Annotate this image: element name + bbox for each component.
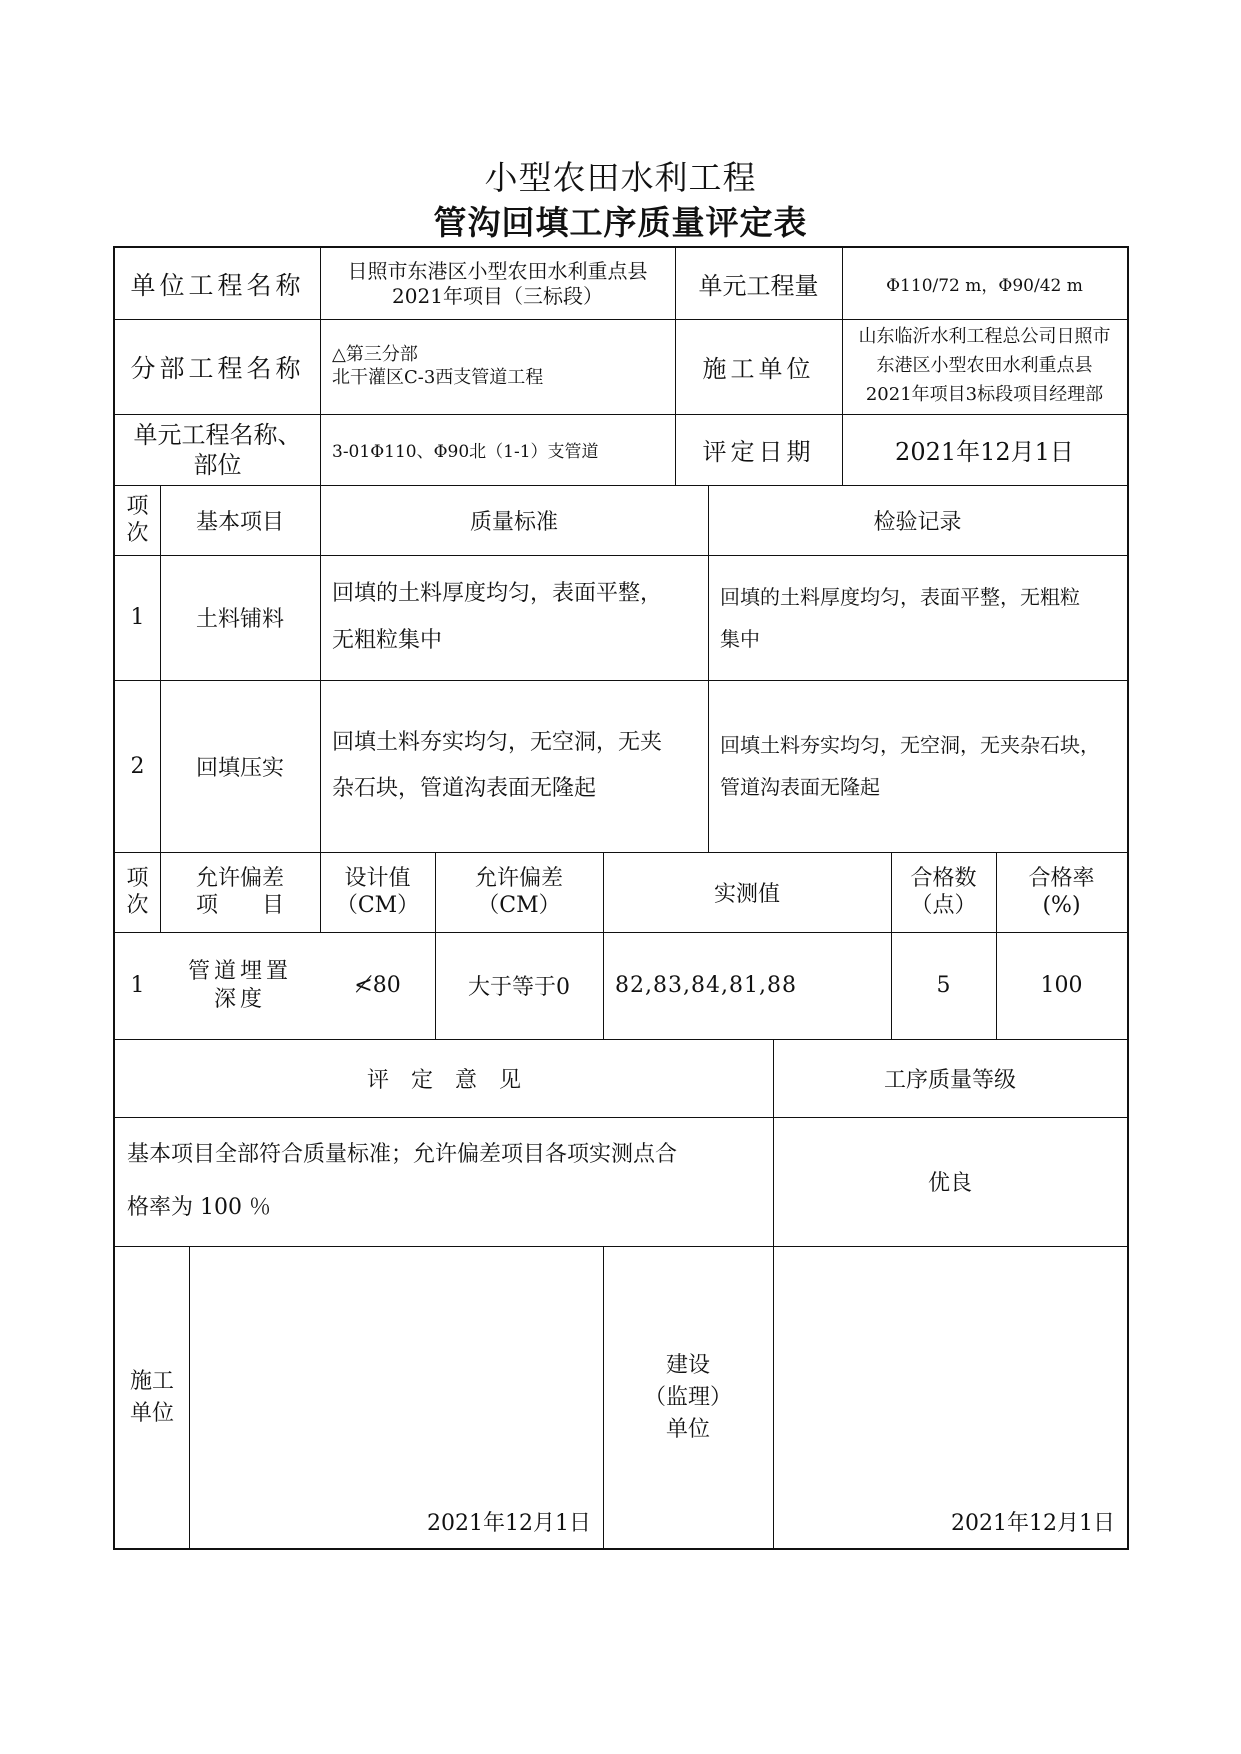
basic-col-index: 项 次 — [126, 493, 149, 546]
evaluation-form-table — [113, 246, 1129, 1550]
tol-col-item: 允许偏差 项 目 — [195, 865, 284, 918]
contractor-value: 山东临沂水利工程总公司日照市 东港区小型农田水利重点县 2021年项目3标段项目经理部 — [858, 326, 1111, 405]
tol-row-1-index: 1 — [130, 973, 145, 998]
signature-contractor-area — [189, 1246, 603, 1550]
basic-row-1-item: 土料铺料 — [195, 607, 284, 632]
element-value: 3-01Φ110、Φ90北（1-1）支管道 — [332, 442, 599, 462]
unit-quantity-value: Φ110/72 m，Φ90/42 m — [886, 276, 1083, 296]
division-label: 分部工程名称 — [130, 353, 305, 383]
grade-label: 工序质量等级 — [883, 1067, 1016, 1093]
unit-quantity-label: 单元工程量 — [698, 272, 819, 300]
unit-project-label: 单位工程名称 — [130, 270, 305, 300]
signature-owner-date: 2021年12月1日 — [951, 1511, 1115, 1536]
basic-row-2-index: 2 — [130, 753, 145, 779]
basic-col-standard: 质量标准 — [469, 509, 558, 535]
element-label: 单元工程名称、 部位 — [133, 420, 302, 479]
signature-owner-area — [773, 1246, 1127, 1550]
tol-row-1-item: 管道埋置 深度 — [187, 959, 292, 1012]
basic-row-1-standard: 回填的土料厚度均匀，表面平整， 无粗粒集中 — [332, 581, 663, 653]
tol-row-1-design: ≮80 — [354, 973, 401, 998]
basic-col-item: 基本项目 — [195, 509, 284, 535]
tol-col-tolerance: 允许偏差 （CM） — [474, 865, 563, 918]
basic-row-2-standard: 回填土料夯实均匀，无空洞，无夹 杂石块，管道沟表面无隆起 — [332, 729, 663, 801]
opinion-text: 基本项目全部符合质量标准；允许偏差项目各项实测点合 格率为 100 ％ — [127, 1141, 678, 1220]
tol-row-1-tolerance: 大于等于0 — [468, 975, 570, 1000]
tol-row-1-pass-rate: 100 — [1040, 973, 1083, 998]
basic-row-1-index: 1 — [130, 605, 145, 630]
signature-contractor-label: 施工 单位 — [129, 1369, 174, 1426]
opinion-label: 评 定 意 见 — [366, 1067, 521, 1093]
tol-row-1-pass-count: 5 — [936, 973, 951, 998]
basic-col-record: 检验记录 — [873, 509, 962, 535]
basic-row-1-record: 回填的土料厚度均匀，表面平整，无粗粒 集中 — [720, 584, 1080, 651]
tol-col-index: 项 次 — [126, 865, 149, 918]
division-value: △第三分部 北干灌区C-3西支管道工程 — [332, 344, 544, 388]
signature-owner-label: 建设 （监理） 单位 — [643, 1353, 732, 1442]
form-title-line1: 小型农田水利工程 — [484, 158, 757, 197]
basic-row-2-record: 回填土料夯实均匀，无空洞，无夹杂石块， 管道沟表面无隆起 — [720, 733, 1100, 799]
tol-col-pass-count: 合格数 （点） — [910, 865, 977, 918]
tol-row-1-measured: 82,83,84,81,88 — [615, 973, 797, 998]
form-title-line2: 管沟回填工序质量评定表 — [433, 203, 808, 242]
grade-value: 优良 — [927, 1171, 972, 1196]
tol-col-design: 设计值 （CM） — [335, 865, 420, 918]
unit-project-value: 日照市东港区小型农田水利重点县 2021年项目（三标段） — [347, 258, 648, 308]
eval-date-label: 评定日期 — [702, 438, 815, 466]
tol-col-measured: 实测值 — [713, 881, 780, 907]
eval-date-value: 2021年12月1日 — [895, 438, 1074, 466]
contractor-label: 施工单位 — [702, 355, 815, 383]
tol-col-pass-rate: 合格率 (%) — [1028, 865, 1095, 918]
signature-contractor-date: 2021年12月1日 — [427, 1511, 591, 1536]
basic-row-2-item: 回填压实 — [195, 755, 284, 781]
